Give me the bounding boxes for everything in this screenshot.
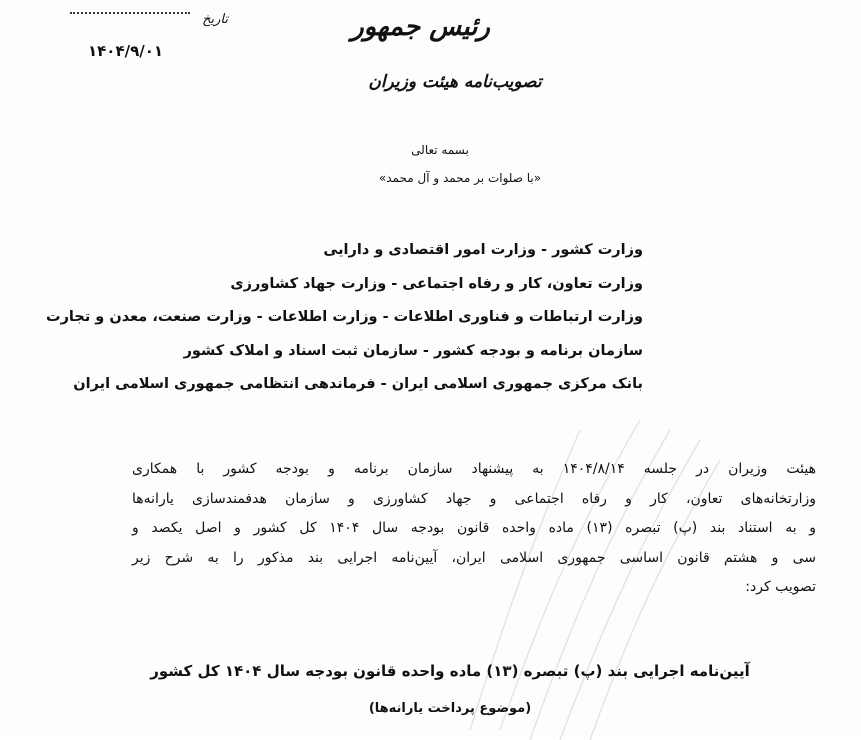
regulation-title: آیین‌نامه اجرایی بند (پ) تبصره (۱۳) ماده واحده قانون بودجه سال ۱۴۰۴ کل کشور: [150, 662, 750, 680]
date-row: [40, 6, 230, 27]
regulation-subject: (موضوع پرداخت یارانه‌ها): [368, 701, 532, 716]
recipient-line: وزارت کشور - وزارت امور اقتصادی و دارایی: [323, 242, 643, 258]
salawat: «با صلوات بر محمد و آل محمد»: [378, 171, 542, 185]
body-line: تصویب کرد:: [745, 579, 816, 596]
recipient-line: وزارت تعاون، کار و رفاه اجتماعی - وزارت جهاد کشاورزی: [230, 275, 643, 292]
letterhead-subtitle: تصویب‌نامه هیئت وزیران: [368, 72, 542, 92]
date-block: [40, 6, 230, 60]
body-line: هیئت وزیران در جلسه ۱۴۰۴/۸/۱۴ به پیشنهاد سازمان برنامه و بودجه کشور با همکاری: [132, 461, 816, 477]
body-line: سی و هشتم قانون اساسی جمهوری اسلامی ایران، آیین‌نامه اجرایی بند مذکور را به شرح زیر: [132, 549, 816, 566]
bismillah: بسمه تعالی: [411, 143, 469, 157]
recipient-line: سازمان برنامه و بودجه کشور - سازمان ثبت اسناد و املاک کشور: [183, 342, 643, 359]
date-label: تاریخ: [202, 12, 228, 27]
letterhead-title: رئیس جمهور: [351, 12, 490, 42]
decree-body: [132, 455, 816, 603]
body-line: وزارتخانه‌های تعاون، کار و رفاه اجتماعی و جهاد کشاورزی و سازمان هدفمندسازی یارانه‌ها: [132, 490, 816, 507]
recipient-line: وزارت ارتباطات و فناوری اطلاعات - وزارت اطلاعات - وزارت صنعت، معدن و تجارت: [46, 309, 643, 325]
date-dotted-line: [70, 12, 190, 14]
recipients-list: [46, 240, 643, 408]
body-line: و به استناد بند (پ) تبصره (۱۳) ماده واحده قانون بودجه سال ۱۴۰۴ کل کشور و اصل یکصد و: [132, 520, 816, 537]
recipient-line: بانک مرکزی جمهوری اسلامی ایران - فرماندهی انتظامی جمهوری اسلامی ایران: [73, 376, 643, 392]
date-value: ۱۴۰۴/۹/۰۱: [88, 42, 164, 60]
